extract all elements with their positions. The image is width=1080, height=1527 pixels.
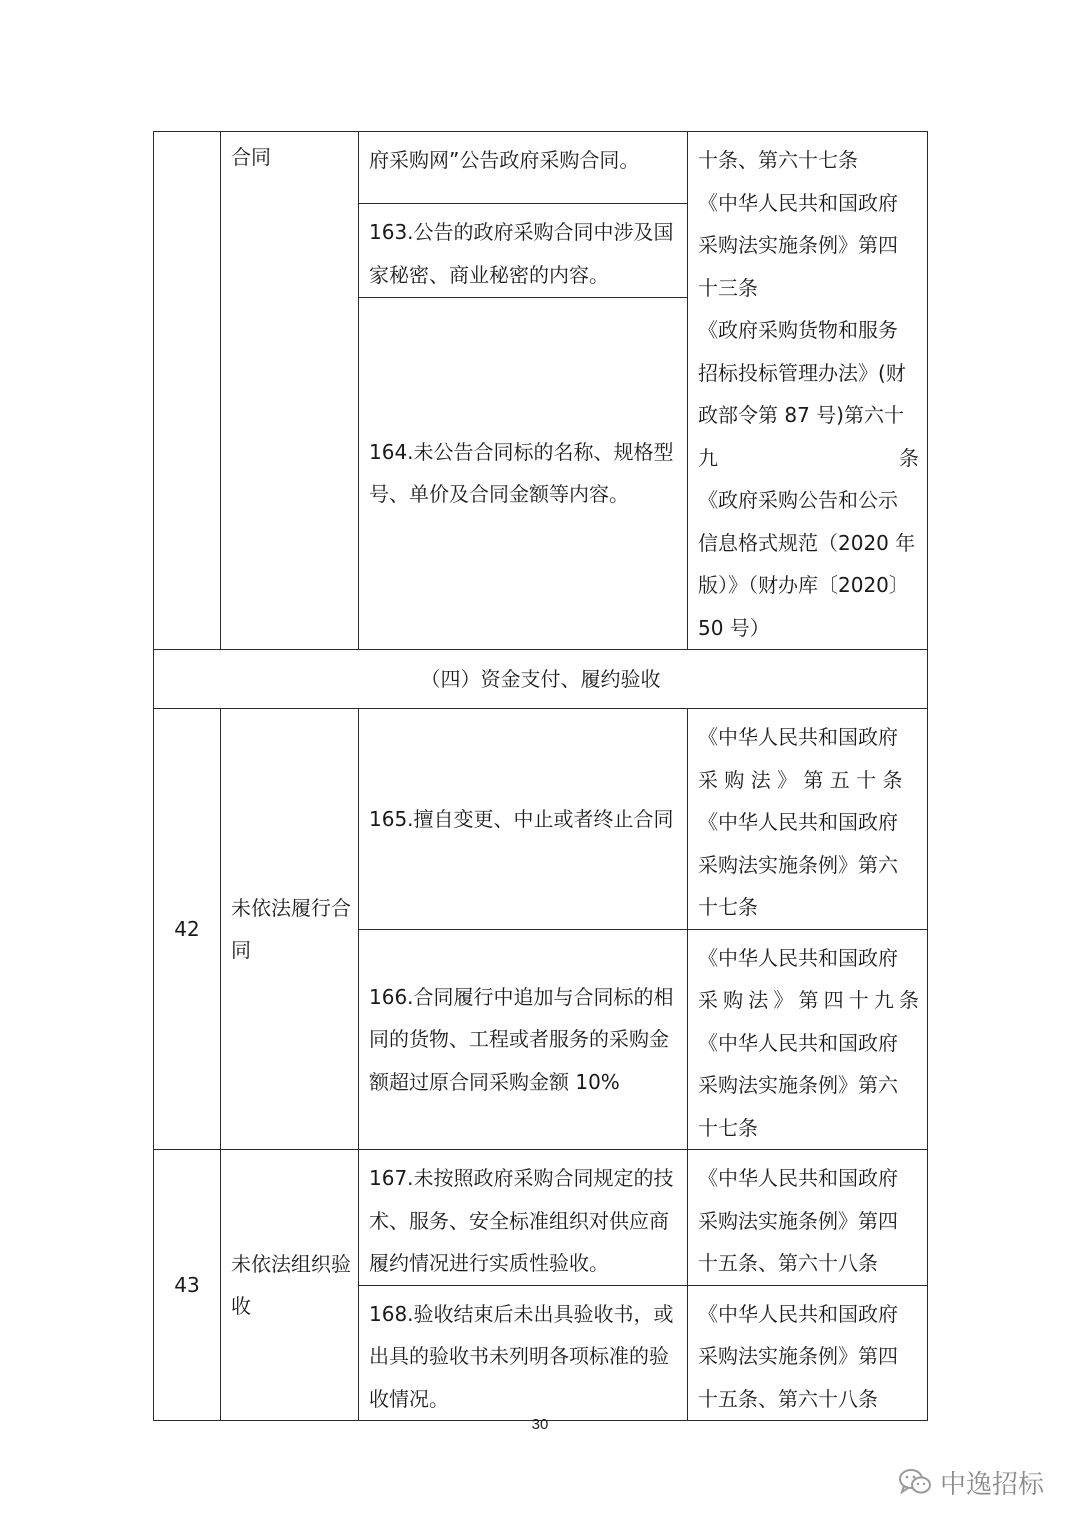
item-cell: 164.未公告合同标的名称、规格型号、单价及合同金额等内容。 <box>359 297 688 649</box>
table-row <box>154 709 928 930</box>
item-cell: 163.公告的政府采购合同中涉及国家秘密、商业秘密的内容。 <box>359 204 688 298</box>
row-number-cell: 43 <box>154 1150 221 1421</box>
category-cell: 未依法履行合同 <box>221 709 359 1150</box>
regulation-table <box>153 131 928 1421</box>
item-cell: 168.验收结束后未出具验收书，或出具的验收书未列明各项标准的验收情况。 <box>359 1285 688 1421</box>
category-cell: 未依法组织验收 <box>221 1150 359 1421</box>
table-row <box>154 1150 928 1286</box>
wechat-icon <box>898 1467 932 1497</box>
row-number-cell <box>154 132 221 650</box>
section-row <box>154 650 928 709</box>
item-cell: 167.未按照政府采购合同规定的技术、服务、安全标准组织对供应商履约情况进行实质性验收。 <box>359 1150 688 1286</box>
law-cell: 十条、第六十七条 《中华人民共和国政府 采购法实施条例》第四 十三条 《政府采购货物和服务 招标投标管理办法》(财 政部令第 87 号)第六十 九 条 《政府采购公告和公示 信息格式规范（2020 年 版）》（财办库〔2020〕 50 号） <box>688 132 928 650</box>
table-row <box>154 132 928 204</box>
law-cell: 《中华人民共和国政府 采购法实施条例》第四 十五条、第六十八条 <box>688 1285 928 1421</box>
page-number: 30 <box>531 1416 549 1433</box>
item-cell: 165.擅自变更、中止或者终止合同 <box>359 709 688 930</box>
law-cell: 《中华人民共和国政府 采购法》第四十九条 《中华人民共和国政府 采购法实施条例》第六 十七条 <box>688 929 928 1150</box>
law-cell: 《中华人民共和国政府 采 购 法 》 第 五 十 条 《中华人民共和国政府 采购法实施条例》第六 十七条 <box>688 709 928 930</box>
law-cell: 《中华人民共和国政府 采购法实施条例》第四 十五条、第六十八条 <box>688 1150 928 1286</box>
item-cell: 166.合同履行中追加与合同标的相同的货物、工程或者服务的采购金额超过原合同采购金额 10% <box>359 929 688 1150</box>
category-cell: 合同 <box>221 132 359 650</box>
row-number-cell: 42 <box>154 709 221 1150</box>
section-title: （四）资金支付、履约验收 <box>154 650 928 709</box>
item-cell: 府采购网”公告政府采购合同。 <box>359 132 688 204</box>
watermark-text: 中逸招标 <box>940 1469 1045 1500</box>
watermark <box>898 1462 1044 1502</box>
